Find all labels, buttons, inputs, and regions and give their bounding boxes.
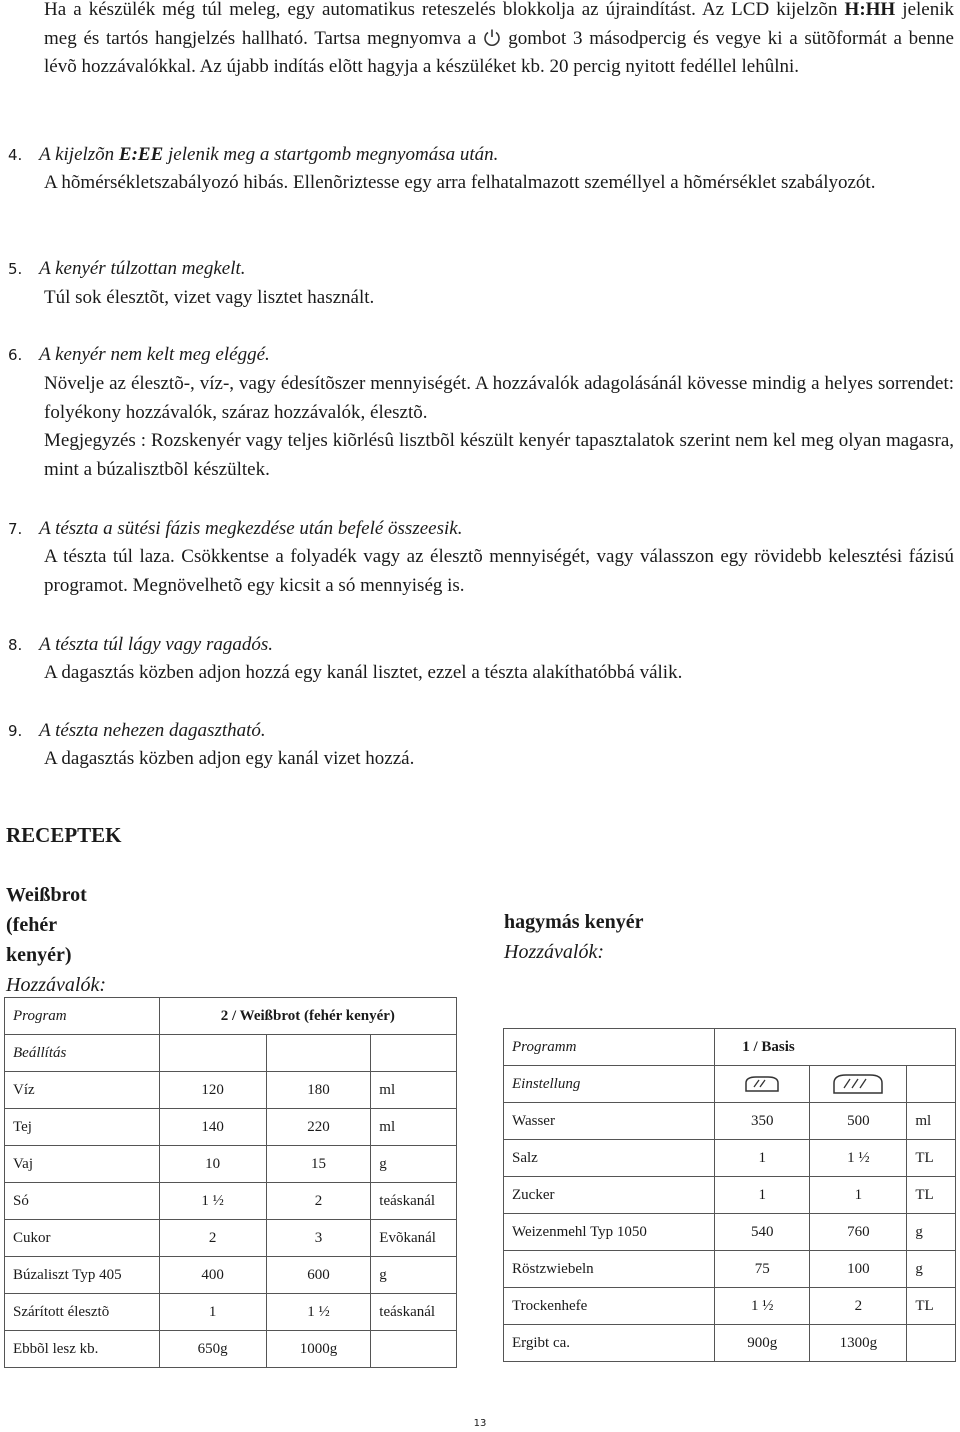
item-title-text: A tészta nehezen dagasztható. bbox=[39, 720, 266, 741]
item-number: 4. bbox=[8, 146, 23, 164]
item-4-body: A hõmérsékletszabályozó hibás. Ellenõriztesse egy arra felhatalmazott személlyel a hõmérséklet szabályozót. bbox=[44, 172, 876, 193]
small-amount: 1 bbox=[715, 1140, 810, 1177]
ingredient-name: Cukor bbox=[5, 1220, 160, 1257]
item-6-note: Megjegyzés : Rozskenyér vagy teljes kiõrlésû lisztbõl készült kenyér tapasztalatok szerint nem kel meg olyan magasra, mint a búzalisztbõl készültek. bbox=[44, 430, 954, 480]
large-amount: 1 bbox=[810, 1177, 907, 1214]
large-amount: 760 bbox=[810, 1214, 907, 1251]
large-amount: 1 ½ bbox=[810, 1140, 907, 1177]
ingredient-name: Ergibt ca. bbox=[504, 1325, 715, 1362]
recipe-1-heading bbox=[6, 880, 106, 1000]
ingredient-name: Röstzwiebeln bbox=[504, 1251, 715, 1288]
item-number: 8. bbox=[8, 636, 23, 654]
recipe-2-heading bbox=[504, 907, 643, 967]
ingredient-name: Vaj bbox=[5, 1146, 160, 1183]
recipes-heading: RECEPTEK bbox=[6, 823, 122, 847]
item-5-title bbox=[8, 255, 954, 283]
recipe-2-title: hagymás kenyér bbox=[504, 911, 644, 933]
large-loaf-cell bbox=[266, 1035, 371, 1072]
program-label: Program bbox=[5, 998, 160, 1035]
recipe-1-table bbox=[4, 997, 457, 1368]
unit: ml bbox=[907, 1103, 956, 1140]
setting-label: Einstellung bbox=[504, 1066, 715, 1103]
large-amount: 100 bbox=[810, 1251, 907, 1288]
table-row bbox=[5, 1035, 457, 1072]
small-amount: 900g bbox=[715, 1325, 810, 1362]
recipe-1-subtitle: Hozzávalók: bbox=[6, 974, 106, 996]
item-number: 9. bbox=[8, 722, 23, 740]
large-amount: 500 bbox=[810, 1103, 907, 1140]
table-row bbox=[5, 1072, 457, 1109]
unit: ml bbox=[371, 1072, 457, 1109]
item-title-text: A kenyér nem kelt meg eléggé. bbox=[39, 344, 270, 365]
large-amount: 3 bbox=[266, 1220, 371, 1257]
table-row bbox=[504, 1140, 956, 1177]
item-9-title bbox=[8, 717, 954, 745]
item-7-body: A tészta túl laza. Csökkentse a folyadék vagy az élesztõ mennyiségét, vagy válasszon egy rövidebb kelesztési fázisú programot. Megnövelhetõ egy kicsit a só mennyiség is. bbox=[44, 546, 954, 596]
small-amount: 1 ½ bbox=[715, 1288, 810, 1325]
empty-cell bbox=[907, 1066, 956, 1103]
recipe-1-title: Weißbrot (fehér kenyér) bbox=[6, 884, 87, 966]
table-row bbox=[5, 1146, 457, 1183]
unit: g bbox=[907, 1251, 956, 1288]
intro-text-2: jelenik meg és tartós hangjelzés hallható. Tartsa megnyomva a bbox=[44, 0, 955, 49]
ingredient-name: Tej bbox=[5, 1109, 160, 1146]
unit: teáskanál bbox=[371, 1294, 457, 1331]
large-amount: 2 bbox=[266, 1183, 371, 1220]
small-amount: 120 bbox=[159, 1072, 266, 1109]
small-loaf-icon bbox=[742, 1074, 782, 1094]
small-loaf-cell bbox=[159, 1035, 266, 1072]
item-number: 7. bbox=[8, 520, 23, 538]
ingredient-name: Ebbõl lesz kb. bbox=[5, 1331, 160, 1368]
small-amount: 1 bbox=[715, 1177, 810, 1214]
item-title-text: A tészta túl lágy vagy ragadós. bbox=[39, 634, 274, 655]
table-row bbox=[504, 1029, 956, 1066]
large-loaf-icon bbox=[830, 1072, 886, 1096]
small-amount: 350 bbox=[715, 1103, 810, 1140]
ingredient-name: Zucker bbox=[504, 1177, 715, 1214]
item-5-body: Túl sok élesztõt, vizet vagy lisztet használt. bbox=[44, 287, 375, 308]
power-button-icon bbox=[482, 28, 502, 48]
ingredient-name: Wasser bbox=[504, 1103, 715, 1140]
table-row bbox=[5, 1183, 457, 1220]
small-amount: 1 bbox=[159, 1294, 266, 1331]
ingredient-name: Szárított élesztõ bbox=[5, 1294, 160, 1331]
item-6-title bbox=[8, 341, 954, 369]
ingredient-name: Weizenmehl Typ 1050 bbox=[504, 1214, 715, 1251]
small-amount: 400 bbox=[159, 1257, 266, 1294]
unit: Evõkanál bbox=[371, 1220, 457, 1257]
large-amount: 220 bbox=[266, 1109, 371, 1146]
large-amount: 600 bbox=[266, 1257, 371, 1294]
unit bbox=[907, 1325, 956, 1362]
table-row bbox=[5, 1331, 457, 1368]
intro-paragraph bbox=[44, 0, 954, 82]
table-row bbox=[504, 1288, 956, 1325]
small-amount: 1 ½ bbox=[159, 1183, 266, 1220]
table-row bbox=[5, 1257, 457, 1294]
unit bbox=[371, 1331, 457, 1368]
item-4-title bbox=[8, 141, 954, 169]
unit: ml bbox=[371, 1109, 457, 1146]
large-amount: 2 bbox=[810, 1288, 907, 1325]
item-title-text: A tészta a sütési fázis megkezdése után befelé összeesik. bbox=[39, 518, 463, 539]
table-row bbox=[5, 998, 457, 1035]
page-number: 13 bbox=[473, 1418, 487, 1429]
table-row bbox=[504, 1103, 956, 1140]
small-amount: 650g bbox=[159, 1331, 266, 1368]
item-title-text: jelenik meg a startgomb megnyomása után. bbox=[163, 144, 499, 165]
table-row bbox=[504, 1251, 956, 1288]
large-amount: 15 bbox=[266, 1146, 371, 1183]
table-row bbox=[504, 1325, 956, 1362]
unit: TL bbox=[907, 1288, 956, 1325]
program-value: 2 / Weißbrot (fehér kenyér) bbox=[159, 998, 456, 1035]
unit: TL bbox=[907, 1140, 956, 1177]
setting-label: Beállítás bbox=[5, 1035, 160, 1072]
ingredient-name: Salz bbox=[504, 1140, 715, 1177]
small-loaf-cell bbox=[715, 1066, 810, 1103]
small-amount: 2 bbox=[159, 1220, 266, 1257]
unit: g bbox=[371, 1146, 457, 1183]
item-title-text: A kenyér túlzottan megkelt. bbox=[39, 258, 246, 279]
item-6-body: Növelje az élesztõ-, víz-, vagy édesítõszer mennyiségét. A hozzávalók adagolásánál kövesse mindig a helyes sorrendet: folyékony hozzávalók, száraz hozzávalók, élesztõ. bbox=[44, 373, 954, 423]
item-number: 5. bbox=[8, 260, 23, 278]
unit: teáskanál bbox=[371, 1183, 457, 1220]
large-amount: 1000g bbox=[266, 1331, 371, 1368]
table-row bbox=[504, 1066, 956, 1103]
ingredient-name: Búzaliszt Typ 405 bbox=[5, 1257, 160, 1294]
item-8-title bbox=[8, 631, 954, 659]
ee-code: E:EE bbox=[118, 144, 164, 165]
large-loaf-cell bbox=[810, 1066, 907, 1103]
unit: TL bbox=[907, 1177, 956, 1214]
ingredient-name: Víz bbox=[5, 1072, 160, 1109]
item-8-body: A dagasztás közben adjon hozzá egy kanál lisztet, ezzel a tészta alakíthatóbbá válik. bbox=[44, 662, 683, 683]
item-title-text: A kijelzõn bbox=[39, 144, 119, 165]
recipe-2-table bbox=[503, 1028, 956, 1362]
intro-text-1: Ha a készülék még túl meleg, egy automatikus reteszelés blokkolja az újraindítást. Az LCD kijelzõn bbox=[44, 0, 845, 20]
unit: g bbox=[371, 1257, 457, 1294]
table-row bbox=[5, 1109, 457, 1146]
intro-text-3: gombot 3 másodpercig és vegye ki a sütõformát a benne lévõ hozzávalókkal. Az újabb indítás elõtt hagyja a készüléket kb. 20 percig nyitott fedéllel lehûlni. bbox=[44, 27, 954, 77]
table-row bbox=[5, 1294, 457, 1331]
program-label: Programm bbox=[504, 1029, 715, 1066]
hh-code: H:HH bbox=[844, 0, 896, 20]
small-amount: 10 bbox=[159, 1146, 266, 1183]
item-9-body: A dagasztás közben adjon egy kanál vizet hozzá. bbox=[44, 748, 415, 769]
program-value: 1 / Basis bbox=[715, 1029, 956, 1066]
table-row bbox=[5, 1220, 457, 1257]
empty-cell bbox=[371, 1035, 457, 1072]
table-row bbox=[504, 1177, 956, 1214]
small-amount: 140 bbox=[159, 1109, 266, 1146]
recipe-2-subtitle: Hozzávalók: bbox=[504, 941, 604, 963]
unit: g bbox=[907, 1214, 956, 1251]
large-amount: 1300g bbox=[810, 1325, 907, 1362]
ingredient-name: Trockenhefe bbox=[504, 1288, 715, 1325]
small-amount: 540 bbox=[715, 1214, 810, 1251]
large-amount: 180 bbox=[266, 1072, 371, 1109]
ingredient-name: Só bbox=[5, 1183, 160, 1220]
table-row bbox=[504, 1214, 956, 1251]
item-7-title bbox=[8, 515, 954, 543]
item-number: 6. bbox=[8, 346, 23, 364]
small-amount: 75 bbox=[715, 1251, 810, 1288]
large-amount: 1 ½ bbox=[266, 1294, 371, 1331]
